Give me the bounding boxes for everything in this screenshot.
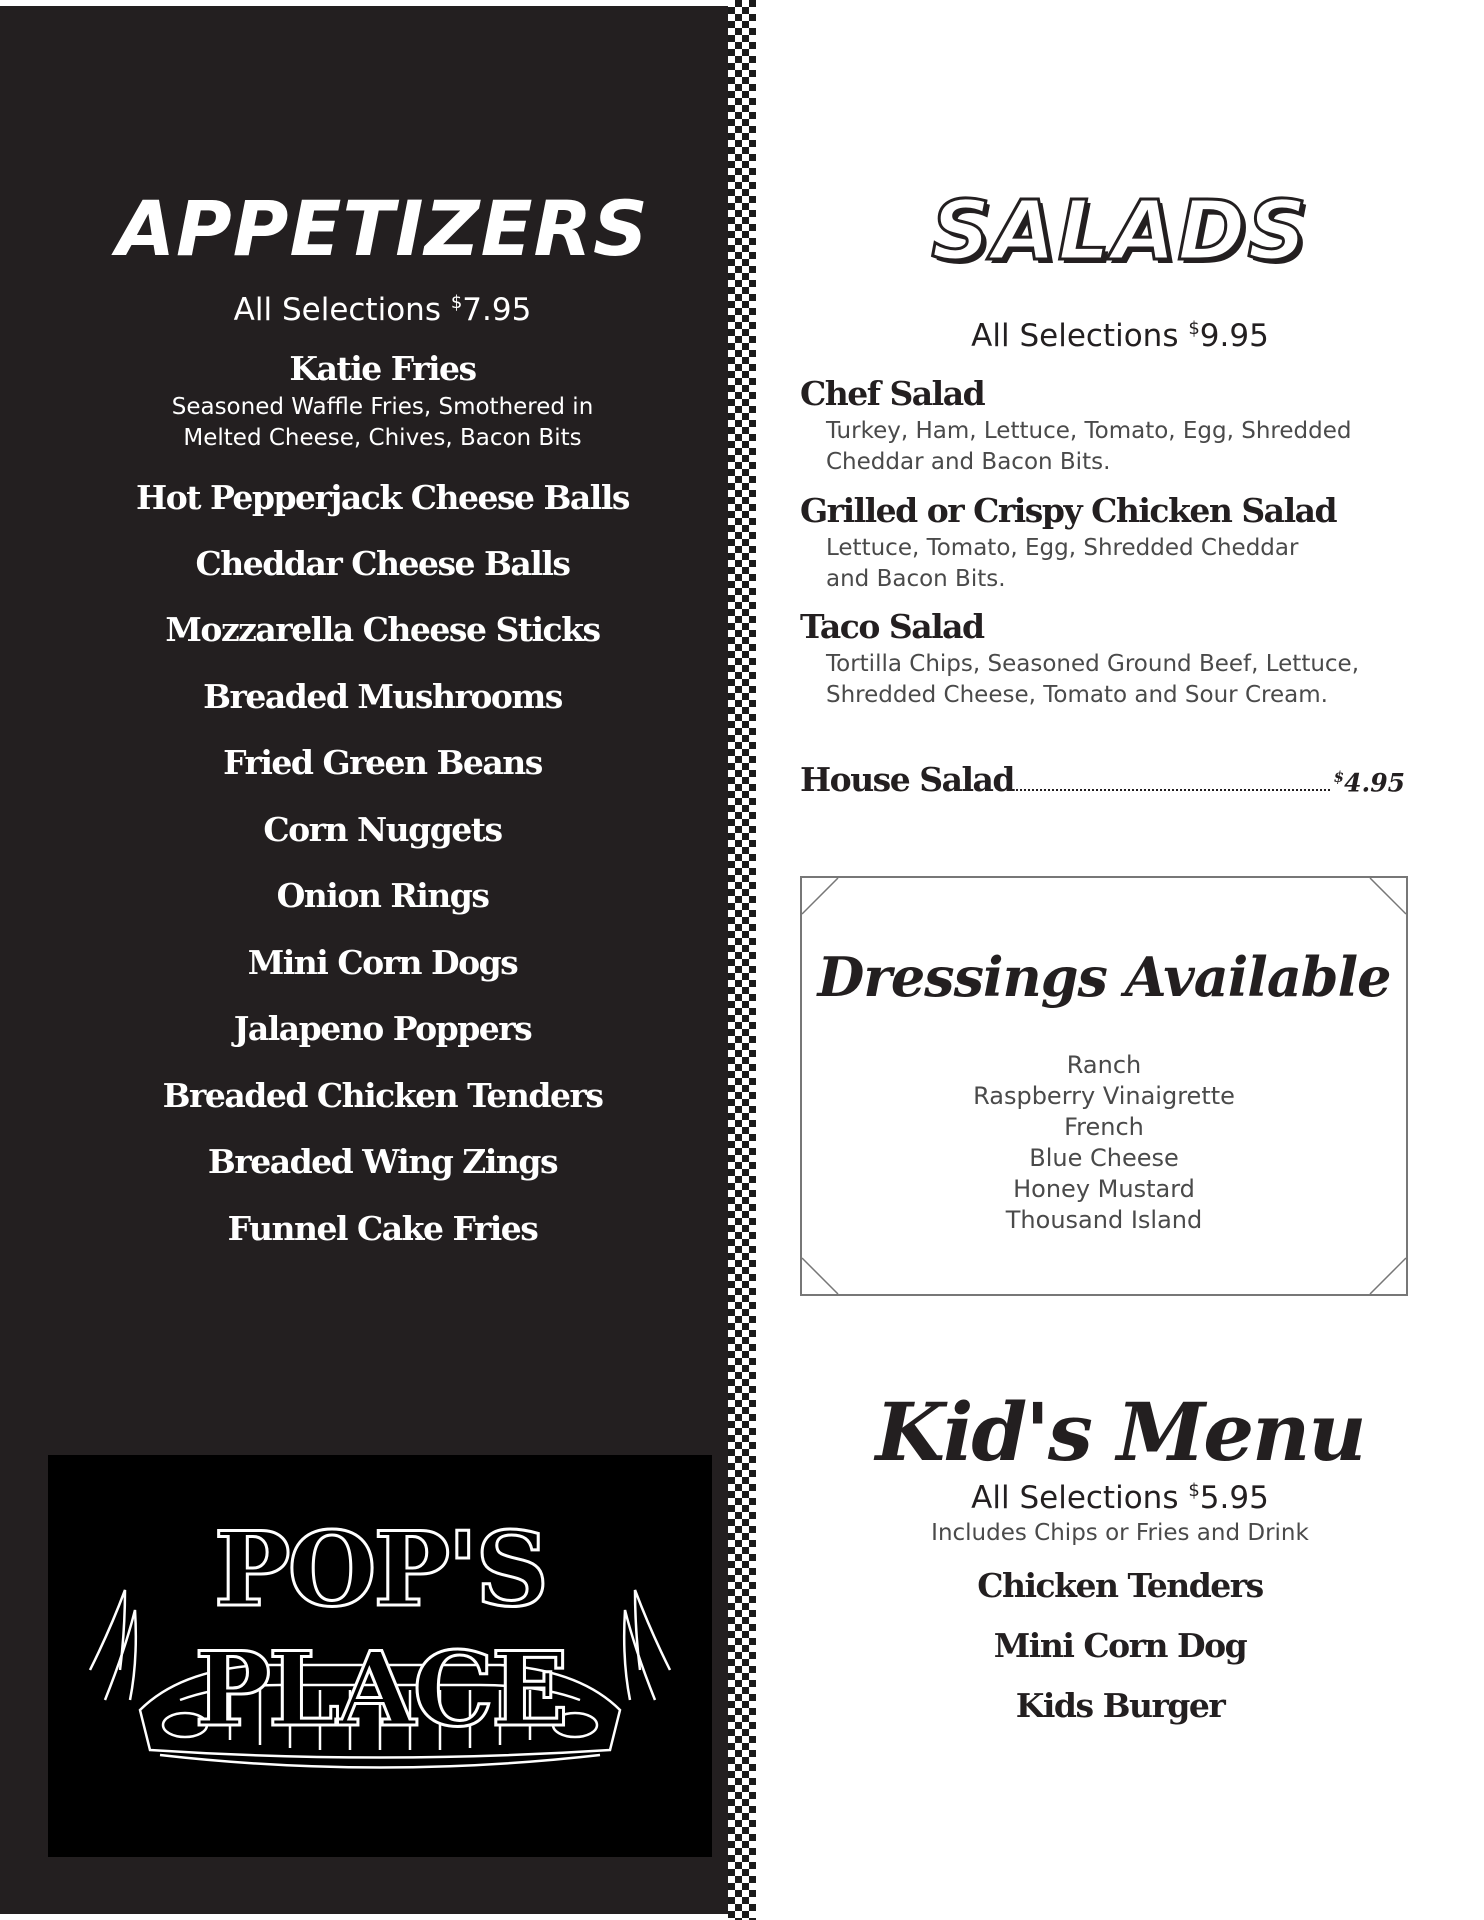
menu-item-desc bbox=[0, 392, 765, 454]
dot-leader bbox=[1016, 789, 1330, 791]
desc-line: Melted Cheese, Chives, Bacon Bits bbox=[183, 425, 582, 451]
menu-item: Hot Pepperjack Cheese Balls bbox=[136, 478, 629, 517]
menu-item: Mozzarella Cheese Sticks bbox=[165, 610, 600, 649]
dressing-item: Raspberry Vinaigrette bbox=[973, 1082, 1235, 1110]
kids-menu-item: Mini Corn Dog bbox=[993, 1626, 1247, 1665]
desc-line: Shredded Cheese, Tomato and Sour Cream. bbox=[826, 682, 1328, 708]
menu-item: Cheddar Cheese Balls bbox=[195, 544, 570, 583]
salads-title: SALADS bbox=[931, 184, 1309, 279]
logo-wordmark: POP'S PLACE bbox=[194, 1510, 566, 1750]
house-salad-row bbox=[800, 760, 1405, 806]
desc-line: Tortilla Chips, Seasoned Ground Beef, Lettuce, bbox=[826, 651, 1360, 677]
selection-price: 9.95 bbox=[1199, 318, 1269, 354]
desc-line: Seasoned Waffle Fries, Smothered in bbox=[171, 394, 594, 420]
selection-price: 7.95 bbox=[462, 292, 532, 328]
kids-menu-item: Kids Burger bbox=[1015, 1686, 1225, 1725]
menu-item: Breaded Chicken Tenders bbox=[162, 1076, 603, 1115]
dressing-item: Ranch bbox=[1066, 1051, 1142, 1079]
currency-symbol: $ bbox=[1188, 1480, 1200, 1501]
menu-item: Corn Nuggets bbox=[263, 810, 502, 849]
selection-price: 5.95 bbox=[1199, 1480, 1269, 1516]
selection-label: All Selections bbox=[233, 292, 451, 328]
salad-name: Chef Salad bbox=[800, 374, 985, 413]
kids-menu-item: Chicken Tenders bbox=[977, 1566, 1263, 1605]
salad-desc bbox=[826, 649, 1386, 711]
salad-desc bbox=[826, 533, 1386, 595]
desc-line: Lettuce, Tomato, Egg, Shredded Cheddar bbox=[826, 535, 1299, 561]
salad-name: Taco Salad bbox=[800, 607, 984, 646]
desc-line: Cheddar and Bacon Bits. bbox=[826, 449, 1111, 475]
kids-selection-price bbox=[756, 1480, 1484, 1516]
selection-label: All Selections bbox=[971, 318, 1189, 354]
selection-label: All Selections bbox=[971, 1480, 1189, 1516]
currency-symbol: $ bbox=[1188, 318, 1200, 339]
desc-line: and Bacon Bits. bbox=[826, 566, 1006, 592]
appetizers-title: APPETIZERS bbox=[116, 184, 649, 273]
price-value: 4.95 bbox=[1344, 768, 1405, 797]
salad-name: Grilled or Crispy Chicken Salad bbox=[800, 491, 1337, 530]
salad-desc bbox=[826, 416, 1386, 478]
menu-item: Onion Rings bbox=[276, 876, 489, 915]
menu-item: Jalapeno Poppers bbox=[233, 1009, 532, 1048]
dressing-item: Honey Mustard bbox=[1013, 1175, 1195, 1203]
menu-item: Funnel Cake Fries bbox=[227, 1209, 538, 1248]
dressing-item: Thousand Island bbox=[1005, 1206, 1203, 1234]
house-salad-price bbox=[1334, 768, 1405, 797]
menu-item-katie-fries: Katie Fries bbox=[289, 349, 476, 388]
appetizers-selection-price bbox=[0, 292, 765, 328]
menu-item: Mini Corn Dogs bbox=[247, 943, 518, 982]
kids-includes-note: Includes Chips or Fries and Drink bbox=[931, 1520, 1309, 1546]
currency-symbol: $ bbox=[1333, 767, 1345, 786]
dressing-item: Blue Cheese bbox=[1029, 1144, 1179, 1172]
menu-item: Fried Green Beans bbox=[223, 743, 542, 782]
dressing-item: French bbox=[1064, 1113, 1144, 1141]
currency-symbol: $ bbox=[450, 292, 463, 313]
dressings-title: Dressings Available bbox=[817, 945, 1391, 1009]
menu-item: Breaded Mushrooms bbox=[203, 677, 562, 716]
house-salad-name: House Salad bbox=[800, 760, 1014, 799]
desc-line: Turkey, Ham, Lettuce, Tomato, Egg, Shredded bbox=[826, 418, 1352, 444]
salads-selection-price bbox=[756, 318, 1484, 354]
menu-item: Breaded Wing Zings bbox=[207, 1142, 558, 1181]
kids-menu-title: Kid's Menu bbox=[875, 1385, 1365, 1479]
